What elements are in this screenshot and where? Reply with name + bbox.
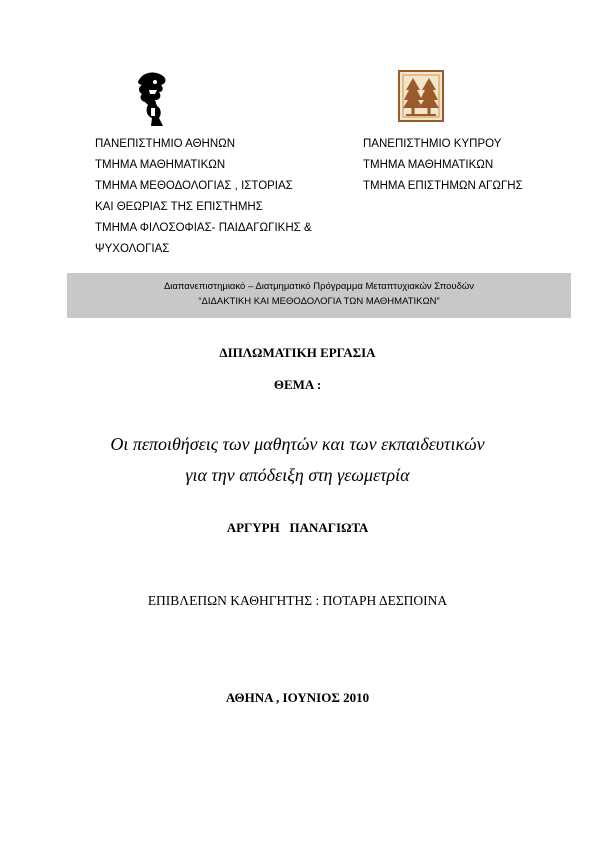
right-institution-block [363,134,523,197]
right-institution-line: ΤΜΗΜΑ ΜΑΘΗΜΑΤΙΚΩΝ [363,159,494,171]
supervisor: ΕΠΙΒΛΕΠΩΝ ΚΑΘΗΓΗΤΗΣ : ΠΟΤΑΡΗ ΔΕΣΠΟΙΝΑ [147,593,448,608]
theme-label: ΘΕΜΑ : [273,377,322,392]
left-institution-line: ΚΑΙ ΘΕΩΡΙΑΣ ΤΗΣ ΕΠΙΣΤΗΜΗΣ [95,201,263,213]
left-institution-line: ΠΑΝΕΠΙΣΤΗΜΙΟ ΑΘΗΝΩΝ [95,138,236,150]
program-banner [67,273,571,318]
left-institution-line: ΨΥΧΟΛΟΓΙΑΣ [95,243,170,255]
program-title: “ΔΙΔΑΚΤΙΚΗ ΚΑΙ ΜΕΘΟΔΟΛΟΓΙΑ ΤΩΝ ΜΑΘΗΜΑΤΙΚΩΝ” [198,296,440,307]
athens-university-logo [133,70,173,128]
left-institution-block [95,134,312,260]
thesis-title-line-2: για την απόδειξη στη γεωμετρία [185,465,410,485]
left-institution-line: ΤΜΗΜΑ ΜΕΘΟΔΟΛΟΓΙΑΣ , ΙΣΤΟΡΙΑΣ [95,180,293,192]
thesis-title-line-1: Οι πεποιθήσεις των μαθητών και των εκπαιδευτικών [110,434,485,454]
left-institution-line: ΤΜΗΜΑ ΜΑΘΗΜΑΤΙΚΩΝ [95,159,226,171]
right-institution-line: ΠΑΝΕΠΙΣΤΗΜΙΟ ΚΥΠΡΟΥ [363,138,502,150]
cyprus-university-logo [398,70,444,122]
program-name: Διαπανεπιστημιακό – Διατμηματικό Πρόγραμμα Μεταπτυχιακών Σπουδών [163,281,475,292]
place-date: ΑΘΗΝΑ , ΙΟΥΝΙΟΣ 2010 [225,690,370,705]
right-institution-line: ΤΜΗΜΑ ΕΠΙΣΤΗΜΩΝ ΑΓΩΓΗΣ [363,180,523,192]
document-type: ΔΙΠΛΩΜΑΤΙΚΗ ΕΡΓΑΣΙΑ [219,345,376,360]
author-name: ΑΡΓΥΡΗ ΠΑΝΑΓΙΩΤΑ [226,520,369,535]
left-institution-line: ΤΜΗΜΑ ΦΙΛΟΣΟΦΙΑΣ- ΠΑΙΔΑΓΩΓΙΚΗΣ & [95,222,312,234]
